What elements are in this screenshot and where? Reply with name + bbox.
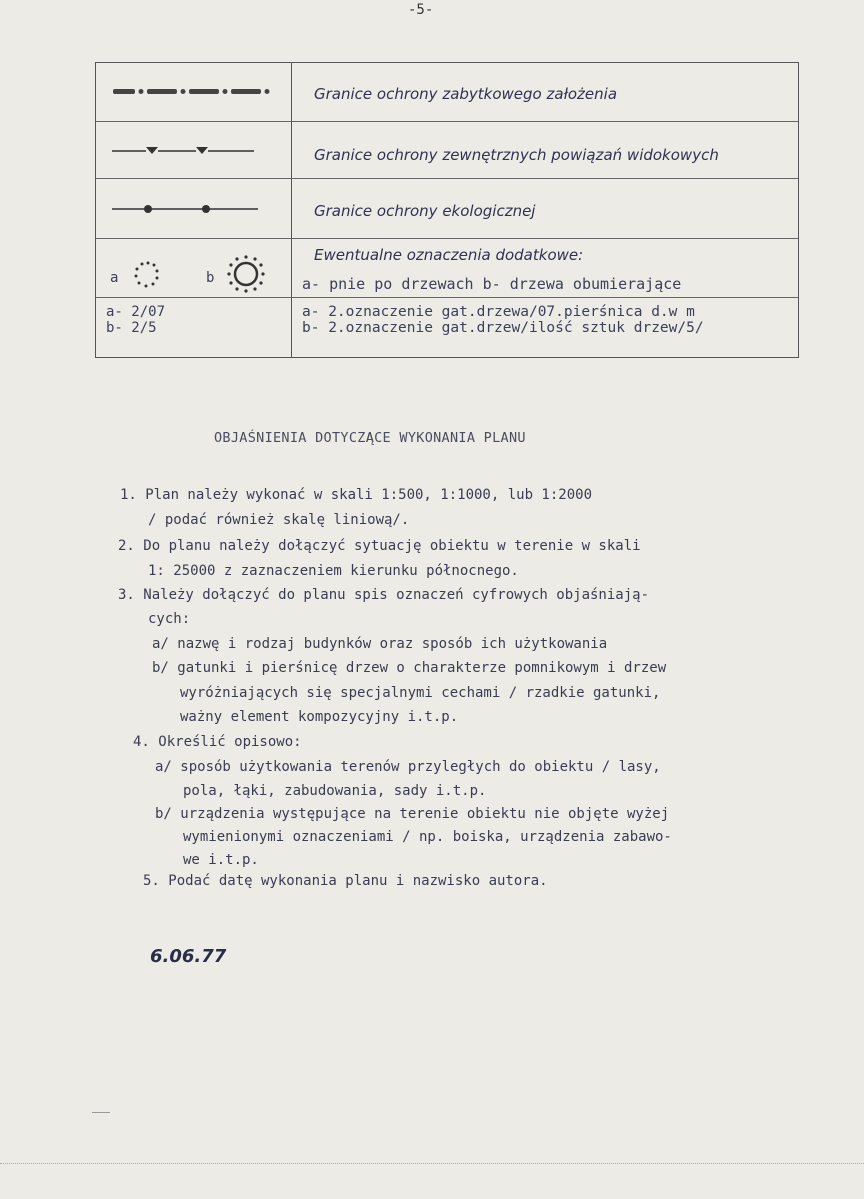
legend-text-additional: a- pnie po drzewach b- drzewa obumierające [302,275,682,293]
dot-line-icon [96,178,291,238]
explanation-line: a/ nazwę i rodzaj budynków oraz sposób ich użytkowania [152,636,608,652]
symbol-code-a: a- 2/07 [106,304,166,320]
explanation-line: 1. Plan należy wykonać w skali 1:500, 1:1000, lub 1:2000 [120,487,593,503]
explanation-line: pola, łąki, zabudowania, sady i.t.p. [183,783,487,799]
legend-row-codes [96,297,798,357]
dying-tree-icon [224,252,270,298]
legend-text-views: Granice ochrony zewnętrznych powiązań widokowych [314,146,719,164]
explanation-line: 3. Należy dołączyć do planu spis oznaczeń cyfrowych objaśniają- [118,587,650,603]
additional-symbols [96,238,291,297]
symbol-b-label: b [206,270,215,286]
symbol-a-label: a [110,270,119,286]
legend-row-ecology [96,178,798,239]
legend-text-ecology: Granice ochrony ekologicznej [314,202,536,220]
legend-row-views [96,121,798,179]
explanation-line: 2. Do planu należy dołączyć sytuację obiektu w terenie w skali [118,538,641,554]
legend-table [95,62,799,358]
handwritten-date: 6.06.77 [150,946,227,967]
page-number: -5- [408,2,434,18]
dash-dot-line-icon [96,63,291,121]
explanation-line: / podać również skalę liniową/. [148,512,410,528]
explanation-line: wymienionymi oznaczeniami / np. boiska, urządzenia zabawo- [183,829,672,845]
explanation-line: 4. Określić opisowo: [133,734,302,750]
page-bottom-edge [0,1163,864,1164]
legend-text-code-b: b- 2.oznaczenie gat.drzew/ilość sztuk drzew/5/ [302,320,704,336]
explanation-line: 1: 25000 z zaznaczeniem kierunku północnego. [148,563,519,579]
explanation-line: cych: [148,611,191,627]
stump-icon [128,256,168,296]
explanation-line: 5. Podać datę wykonania planu i nazwisko autora. [143,873,548,889]
legend-row-heritage [96,63,798,122]
legend-heading-additional: Ewentualne oznaczenia dodatkowe: [314,246,584,264]
explanation-line: b/ urządzenia występujące na terenie obiektu nie objęte wyżej [155,806,670,822]
symbol-code-b: b- 2/5 [106,320,157,336]
explanation-line: wyróżniających się specjalnymi cechami / rzadkie gatunki, [180,685,661,701]
explanations-title: OBJAŚNIENIA DOTYCZĄCE WYKONANIA PLANU [214,430,526,446]
triangle-line-icon [96,121,291,178]
explanation-line: we i.t.p. [183,852,259,868]
explanation-line: b/ gatunki i pierśnicę drzew o charakterze pomnikowym i drzew [152,660,667,676]
footer-mark [92,1112,110,1113]
legend-row-additional [96,238,798,298]
explanation-line: a/ sposób użytkowania terenów przyległych do obiektu / lasy, [155,759,661,775]
legend-text-heritage: Granice ochrony zabytkowego założenia [314,85,618,103]
legend-text-code-a: a- 2.oznaczenie gat.drzewa/07.pierśnica d.w m [302,304,695,320]
explanation-line: ważny element kompozycyjny i.t.p. [180,709,459,725]
